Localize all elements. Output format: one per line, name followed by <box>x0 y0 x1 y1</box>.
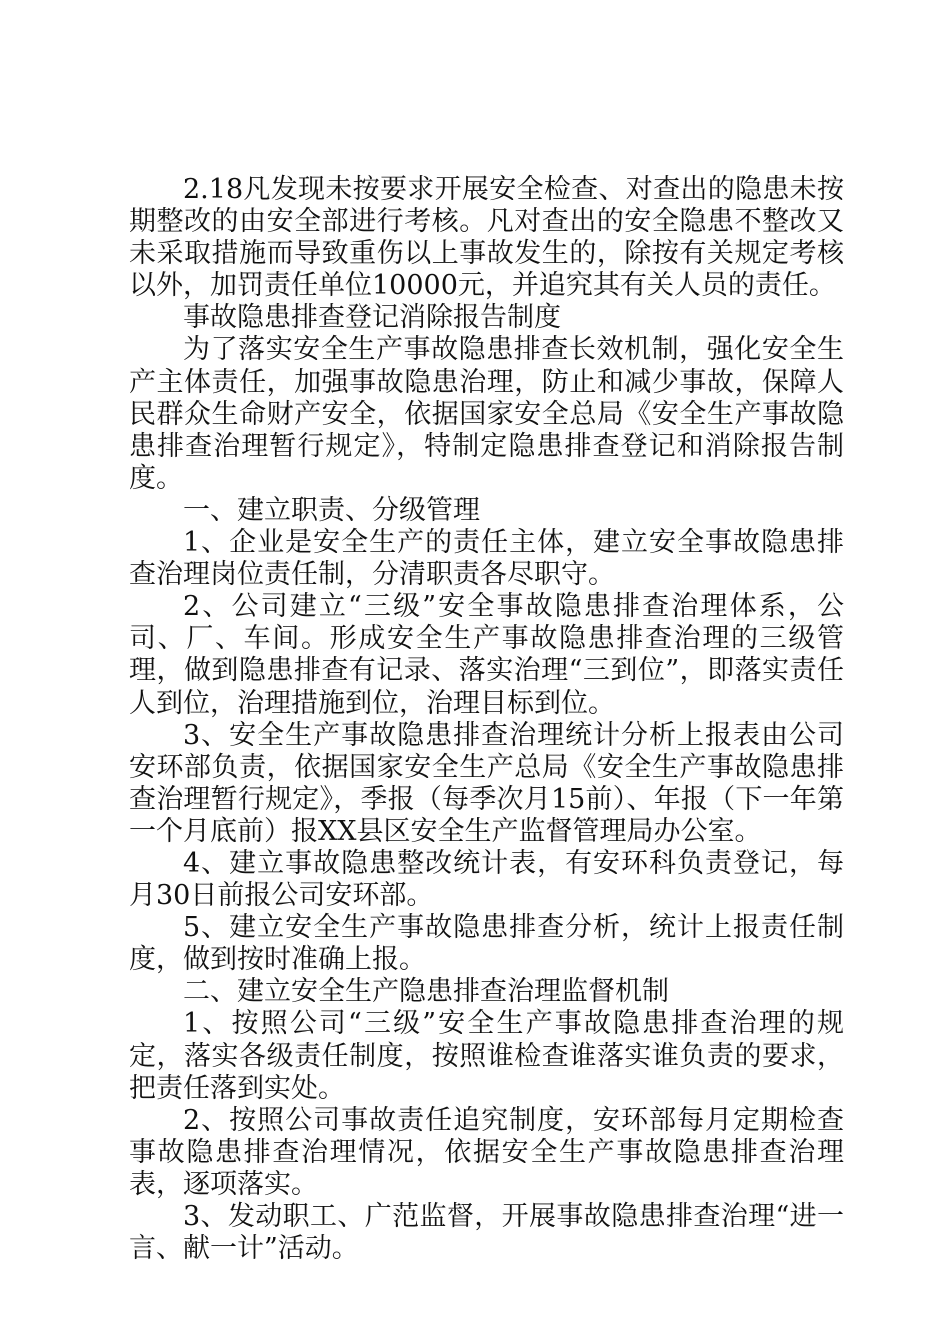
paragraph-assessment-rule: 2.18凡发现未按要求开展安全检查、对查出的隐患未按期整改的由安全部进行考核。凡对查出的安全隐患不整改又未采取措施而导致重伤以上事故发生的，除按有关规定考核以外，加罚责任单位10000元，并追究其有关人员的责任。 <box>129 174 844 302</box>
paragraph-supervision-2: 2、按照公司事故责任追究制度，安环部每月定期检查事故隐患排查治理情况，依据安全生产事故隐患排查治理表，逐项落实。 <box>129 1104 844 1200</box>
paragraph-item-5: 5、建立安全生产事故隐患排查分析，统计上报责任制度，做到按时准确上报。 <box>129 912 844 976</box>
paragraph-item-3: 3、安全生产事故隐患排查治理统计分析上报表由公司安环部负责，依据国家安全生产总局《安全生产事故隐患排查治理暂行规定》，季报（每季次月15前）、年报（下一年第一个月底前）报XX县区安全生产监督管理局办公室。 <box>129 719 844 847</box>
paragraph-intro: 为了落实安全生产事故隐患排查长效机制，强化安全生产主体责任，加强事故隐患治理，防止和减少事故，保障人民群众生命财产安全，依据国家安全总局《安全生产事故隐患排查治理暂行规定》，特制定隐患排查登记和消除报告制度。 <box>129 334 844 494</box>
paragraph-supervision-1: 1、按照公司“三级”安全生产事故隐患排查治理的规定，落实各级责任制度，按照谁检查谁落实谁负责的要求，把责任落到实处。 <box>129 1008 844 1104</box>
heading-supervision: 二、建立安全生产隐患排查治理监督机制 <box>183 976 669 1008</box>
paragraph-item-2: 2、公司建立“三级”安全事故隐患排查治理体系，公司、厂、车间。形成安全生产事故隐患排查治理的三级管理，做到隐患排查有记录、落实治理“三到位”，即落实责任人到位，治理措施到位，治理目标到位。 <box>129 591 844 719</box>
heading-responsibility: 一、建立职责、分级管理 <box>183 494 480 526</box>
paragraph-supervision-3: 3、发动职工、广范监督，开展事故隐患排查治理“进一言、献一计”活动。 <box>129 1201 844 1265</box>
document-page <box>129 174 844 1265</box>
paragraph-item-4: 4、建立事故隐患整改统计表，有安环科负责登记，每月30日前报公司安环部。 <box>129 847 844 912</box>
section-title: 事故隐患排查登记消除报告制度 <box>183 302 561 334</box>
paragraph-item-1: 1、企业是安全生产的责任主体，建立安全事故隐患排查治理岗位责任制，分清职责各尽职守。 <box>129 527 844 591</box>
